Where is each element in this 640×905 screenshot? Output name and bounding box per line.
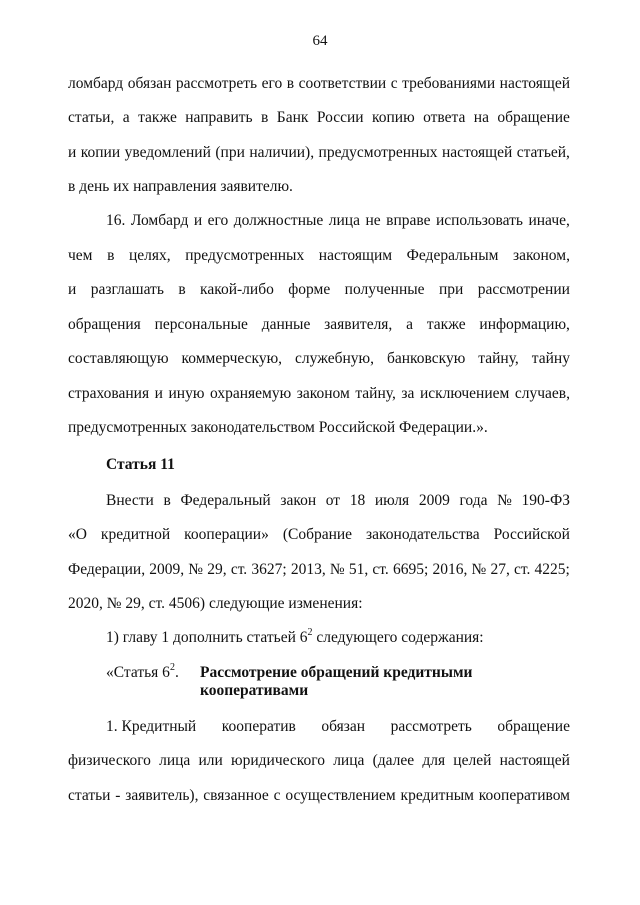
para4-line (106, 628, 570, 648)
word: настоящей (499, 752, 570, 769)
word: от (325, 492, 341, 509)
word: 1. Кредитный (106, 718, 197, 735)
word: лица (159, 752, 191, 769)
word: охраняемую (209, 385, 292, 402)
word: случаев, (514, 385, 570, 402)
word: требованиями (402, 75, 496, 92)
word: 2016, (432, 561, 468, 578)
word: России (316, 109, 364, 126)
word: № (471, 561, 487, 578)
word: лица (333, 752, 365, 769)
word: в (107, 247, 115, 264)
word: 2009 (418, 492, 450, 509)
word: ломбард (68, 75, 124, 92)
para3-line3 (68, 560, 570, 580)
word: (далее (372, 752, 415, 769)
word: заявителя, (324, 316, 393, 333)
para5-line3 (68, 786, 570, 806)
word: 3627; (251, 561, 287, 578)
word: соответствии (298, 75, 387, 92)
word: и (68, 144, 77, 161)
para3-line1 (106, 491, 570, 511)
word: а (406, 316, 414, 333)
para1-line1 (68, 74, 570, 94)
word: № (188, 561, 204, 578)
word: банковскую (386, 350, 466, 367)
word: № (497, 492, 512, 509)
word: копии (80, 144, 121, 161)
word: за (401, 385, 415, 402)
word: в (178, 281, 186, 298)
para1-line3 (68, 143, 570, 163)
word: иную (168, 385, 205, 402)
para2-line1 (106, 211, 570, 231)
word: данные (261, 316, 311, 333)
word: июля (374, 492, 410, 509)
word: законом, (513, 247, 570, 264)
article-6-2-label-after: . (174, 664, 179, 681)
word: статьей, (516, 144, 570, 161)
para1-line4: в день их направления заявителю. (68, 178, 293, 195)
word: статьи, (68, 109, 115, 126)
para3-line4: 2020, № 29, ст. 4506) следующие изменения: (68, 595, 363, 612)
word: Федеральным (406, 247, 499, 264)
word: рассмотреть (390, 718, 472, 735)
word: 18 (349, 492, 366, 509)
word: обязан (127, 75, 172, 92)
word: заявитель), (125, 787, 199, 804)
word: кооператив (221, 718, 296, 735)
word: кооперации» (184, 526, 269, 543)
para5-line2 (68, 751, 570, 771)
word: связанное (203, 787, 269, 804)
word: кредитной (100, 526, 171, 543)
word: 2009, (149, 561, 185, 578)
para4-superscript: 2 (307, 626, 313, 638)
para4-text-before: 1) главу 1 дополнить статьей 6 (106, 629, 308, 646)
word: тайну, (478, 350, 519, 367)
word: или (198, 752, 223, 769)
word: 190-ФЗ (521, 492, 570, 509)
article-6-2-label-before: «Статья 6 (106, 664, 170, 681)
para2-line5 (68, 349, 570, 369)
word: (при (215, 144, 245, 161)
word: и (68, 281, 77, 298)
word: полученные (344, 281, 425, 298)
word: какой-либо (200, 281, 274, 298)
word: ст. (230, 561, 248, 578)
word: предусмотренных (185, 247, 305, 264)
para2-line6 (68, 384, 570, 404)
para2-line4 (68, 315, 570, 335)
word: тайну (531, 350, 570, 367)
para5-line1 (106, 717, 570, 737)
word: Внести (106, 492, 154, 509)
article-6-2-title-line2: кооперативами (200, 682, 309, 699)
word: обязан (321, 718, 366, 735)
word: разглашать (90, 281, 164, 298)
word: уведомлений (124, 144, 211, 161)
word: - (115, 787, 121, 804)
word: 6695; (392, 561, 429, 578)
word: 27, (490, 561, 510, 578)
word: лица (328, 212, 360, 229)
word: наличии), (249, 144, 315, 161)
word: юридического (231, 752, 325, 769)
word: с (273, 787, 281, 804)
word: законодательства (366, 526, 480, 543)
word: и (154, 385, 163, 402)
para2-line3 (68, 280, 570, 300)
word: составляющую (68, 350, 169, 367)
article-6-2-title-line1: Рассмотрение обращений кредитными (200, 664, 473, 681)
para3-line2 (68, 525, 570, 545)
word: на (473, 109, 489, 126)
word: (Собрание (282, 526, 353, 543)
word: осуществлением (285, 787, 396, 804)
word: служебную, (295, 350, 374, 367)
word: персональные (154, 316, 248, 333)
word: Федерации, (68, 561, 146, 578)
word: и (193, 212, 203, 229)
word: предусмотренных (318, 144, 438, 161)
word: ответа (423, 109, 466, 126)
word: коммерческую, (181, 350, 283, 367)
word: его (207, 212, 229, 229)
para2-line7: предусмотренных законодательством Российской Федерации.». (68, 419, 488, 436)
word: Банк (276, 109, 309, 126)
word: года (459, 492, 488, 509)
word: должностные (233, 212, 324, 229)
word: при (438, 281, 464, 298)
article-11-heading: Статья 11 (106, 456, 175, 473)
word: страхования (68, 385, 150, 402)
word: рассмотреть (175, 75, 258, 92)
word: настоящей (441, 144, 513, 161)
article-6-2-label (106, 663, 179, 683)
word: целях, (129, 247, 171, 264)
word: с (390, 75, 398, 92)
word: «О (68, 526, 87, 543)
word: форме (288, 281, 331, 298)
word: а (122, 109, 130, 126)
word: Ломбард (130, 212, 189, 229)
word: целей (453, 752, 492, 769)
word: 4225; (534, 561, 570, 578)
word: № (329, 561, 345, 578)
word: в (163, 492, 171, 509)
word: также (138, 109, 177, 126)
word: обращение (497, 718, 570, 735)
word: закон (280, 492, 317, 509)
word: чем (68, 247, 93, 264)
word: 16. (106, 212, 126, 229)
word: законом (296, 385, 350, 402)
word: настоящей (499, 75, 570, 92)
article-6-2-label-sup: 2 (169, 661, 175, 673)
word: Российской (493, 526, 570, 543)
word: рассмотрении (477, 281, 570, 298)
para1-line2 (68, 108, 570, 128)
word: в (261, 109, 269, 126)
word: статьи (68, 787, 111, 804)
word: использовать (435, 212, 523, 229)
word: тайну, (355, 385, 396, 402)
word: обращение (497, 109, 570, 126)
word: копию (371, 109, 415, 126)
word: кредитным (400, 787, 474, 804)
word: в (286, 75, 295, 92)
word: ст. (514, 561, 531, 578)
word: также (426, 316, 466, 333)
word: настоящим (318, 247, 393, 264)
word: физического (68, 752, 151, 769)
word: 29, (207, 561, 227, 578)
para4-text-after: следующего содержания: (312, 629, 484, 646)
word: 51, (348, 561, 369, 578)
word: 2013, (290, 561, 326, 578)
word: кооперативом (478, 787, 570, 804)
word: его (261, 75, 283, 92)
word: информацию, (479, 316, 570, 333)
word: исключением (419, 385, 510, 402)
word: обращения (68, 316, 141, 333)
word: ст. (372, 561, 389, 578)
word: иначе, (528, 212, 570, 229)
word: направить (185, 109, 253, 126)
word: для (422, 752, 446, 769)
word: вправе (386, 212, 431, 229)
word: Федеральный (180, 492, 271, 509)
para2-line2 (68, 246, 570, 266)
page-number: 64 (312, 33, 328, 49)
word: не (365, 212, 381, 229)
